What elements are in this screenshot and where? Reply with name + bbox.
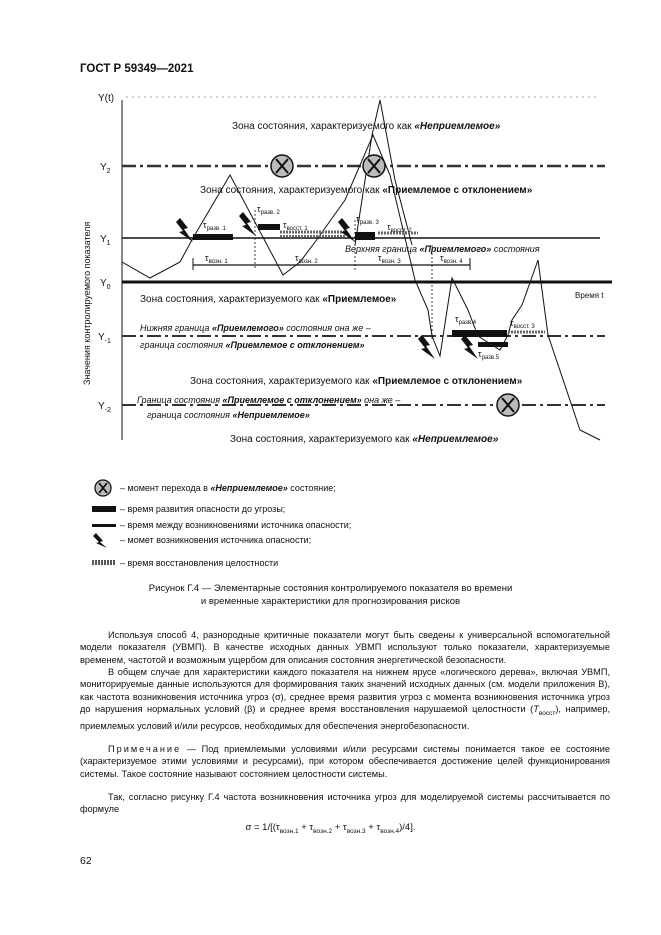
- paragraph-1: Используя способ 4, разнородные критичные показатели могут быть сведены к универсальной вспомогательной модели показателя (УВМП). В качестве исходных данных УВМП используют только показатели, характеризуемые временем, частотой и возможным ущербом для описания состояния энергетической безопасности.: [80, 630, 610, 665]
- transition-x-icon: [497, 394, 519, 416]
- lower-boundary-line2: граница состояния «Приемлемое с отклонением»: [140, 340, 365, 350]
- transition-x-icon: [271, 155, 293, 177]
- paragraph-3: Так, согласно рисунку Г.4 частота возникновения источника угроз для моделируемой системы рассчитывается по формуле: [80, 792, 610, 815]
- page-number: 62: [80, 855, 92, 867]
- razv1-bar: [193, 234, 233, 240]
- legend-item-arrival: [92, 518, 351, 532]
- y-axis-label: Значения контролируемого показателя: [82, 221, 92, 385]
- figure-caption-line1: Рисунок Г.4 — Элементарные состояния контролируемого показателя во времени: [148, 583, 513, 594]
- tau-vozn2: $\tau_{возн. 2}$: [295, 253, 318, 265]
- legend-item-restoration: [92, 556, 278, 570]
- tau-razv5: $\tau_{разв.5}$: [478, 349, 500, 361]
- ym2-label: $Y_{-2}$: [98, 401, 111, 414]
- transition-x-icon: [363, 155, 385, 177]
- tau-vozn3: $\tau_{возн. 3}$: [378, 253, 401, 265]
- legend-text: – момет возникновения источника опасности;: [120, 534, 312, 545]
- boundary2-line1: Граница состояния «Приемлемое с отклонением» она же –: [137, 395, 401, 405]
- y2-label: $Y_2$: [100, 162, 111, 175]
- thick-bar-icon: [92, 502, 118, 516]
- legend-text: – момент перехода в «Неприемлемое» состояние;: [120, 482, 336, 493]
- lightning-icon: [92, 533, 118, 547]
- zone-bottom: Зона состояния, характеризуемого как «Неприемлемое»: [230, 434, 499, 445]
- razv4-bar: [452, 330, 507, 337]
- figure-caption-line2: и временные характеристики для прогнозирования рисков: [200, 596, 461, 607]
- tau-vosst2: $\tau_{восст. 2}$: [387, 222, 412, 234]
- legend-text: – время восстановления целостности: [120, 557, 279, 568]
- legend-text: – время между возникновениями источника опасности;: [120, 519, 352, 530]
- thin-bar-icon: [92, 518, 118, 532]
- lower-boundary-line1: Нижняя граница «Приемлемого» состояния она же –: [140, 323, 371, 333]
- tau-vozn4: $\tau_{возн. 4}$: [440, 253, 463, 265]
- upper-boundary-label: Верхняя граница «Приемлемого» состояния: [345, 244, 540, 254]
- formula: $\sigma = 1/[(\tau_{возн.1} + \tau_{возн.2} + \tau_{возн.3} + \tau_{возн.4})/4]$.: [245, 822, 416, 835]
- document-header: ГОСТ Р 59349—2021: [80, 63, 194, 75]
- razv3-bar: [355, 232, 375, 240]
- legend-item-development: [92, 502, 285, 516]
- note-paragraph: Примечание — Под приемлемыми условиями и/или ресурсами системы понимается такое ее состояние (характеризуемое этими условиями и ресурсами), при котором обеспечивается достижение целей функционирования системы. Такое состояние называют состоянием целостности системы.: [80, 744, 610, 779]
- ym1-label: $Y_{-1}$: [98, 332, 111, 345]
- boundary2-line2: граница состояния «Неприемлемое»: [147, 410, 310, 420]
- tau-vozn1: $\tau_{возн. 1}$: [205, 253, 228, 265]
- time-axis-label: Время t: [575, 291, 604, 300]
- legend-text: – время развития опасности до угрозы;: [120, 503, 286, 514]
- striped-bar-icon: [92, 556, 118, 570]
- lightning-icon: [239, 212, 256, 236]
- tau-razv1: $\tau_{разв. 1}$: [203, 220, 226, 232]
- tau-razv2: $\tau_{разв. 2}$: [257, 204, 280, 216]
- razv2-bar: [258, 224, 280, 230]
- tau-vosst1: $\tau_{восст. 1}$: [283, 220, 308, 232]
- legend-item-transition: [92, 481, 336, 495]
- lightning-icon: [461, 335, 478, 359]
- lightning-icon: [418, 335, 435, 359]
- tau-vosst3: $\tau_{восст. 3}$: [510, 318, 535, 330]
- zone-deviation-lower: Зона состояния, характеризуемого как «Приемлемое с отклонением»: [190, 376, 523, 387]
- tau-razv3: $\tau_{разв. 3}$: [356, 214, 379, 226]
- y-axis-name: Y(t): [98, 93, 115, 104]
- razv5-bar: [478, 342, 508, 347]
- zone-deviation: Зона состояния, характеризуемого как «Приемлемое с отклонением»: [200, 185, 533, 196]
- paragraph-2: В общем случае для характеристики каждого показателя на нижнем ярусе «логического дерева», включая УВМП, мониторируемые данные используются для формирования таких значений исходных данных (см. модели приложения В), как частота возникновения источника угроз (σ), среднее время развития угроз с момента возникновения источника угроз до нарушения нормальных условий (β) и среднее время восстановления нарушаемой целостности $(T_{восст})$, например, приемлемых условий и/или ресурсов, необходимых для обеспечения энергобезопасности.: [80, 667, 611, 732]
- y0-label: $Y_0$: [100, 278, 111, 291]
- y1-label: $Y_1$: [100, 234, 111, 247]
- transition-x-icon: [92, 481, 118, 495]
- tau-razv4: $\tau_{разв.4}$: [455, 314, 477, 326]
- zone-top: Зона состояния, характеризуемого как «Неприемлемое»: [232, 121, 501, 132]
- legend-item-source: [92, 533, 311, 547]
- zone-acceptable: Зона состояния, характеризуемого как «Приемлемое»: [140, 294, 397, 305]
